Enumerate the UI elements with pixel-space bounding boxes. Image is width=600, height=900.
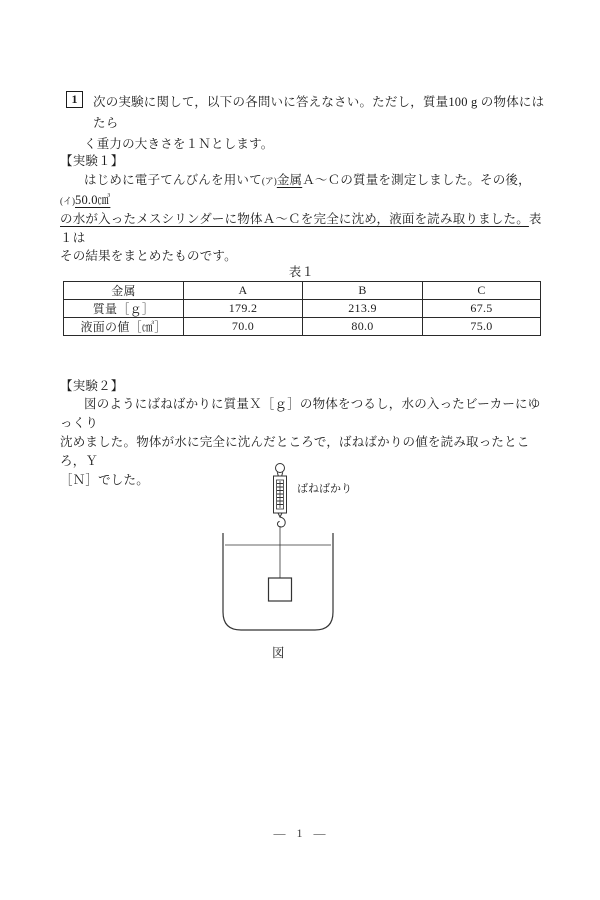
marker-i: (イ) <box>60 195 75 206</box>
table1-mass-row <box>64 300 541 318</box>
table1-header-c: C <box>423 282 541 300</box>
experiment1-heading: 【実験１】 <box>60 154 124 168</box>
table1-level-row <box>64 318 541 336</box>
intro-line-1: 次の実験に関して，以下の各問いに答えなさい。ただし，質量100 g の物体にはたら <box>93 95 545 130</box>
table1-mass-b: 213.9 <box>303 300 423 318</box>
experiment-figure <box>150 455 450 670</box>
experiment2-line-2: 沈めました。物体が水に完全に沈んだところで，ばねばかりの値を読み取ったところ，Ｙ <box>60 435 530 468</box>
experiment2-line-1 <box>60 395 544 433</box>
exp1-text-1: はじめに電子てんびんを用いて <box>84 173 262 187</box>
exp1-underlined-2: 50.0㎤ <box>75 192 111 207</box>
problem-number: 1 <box>71 92 78 106</box>
problem-number-box <box>66 91 83 108</box>
table1 <box>63 281 541 336</box>
table1-level-c: 75.0 <box>423 318 541 336</box>
problem-intro <box>84 92 546 155</box>
spring-scale-tick-marks <box>277 484 283 505</box>
table1-header-a: A <box>184 282 303 300</box>
table1-level-a: 70.0 <box>184 318 303 336</box>
table1-mass-label: 質量［ｇ］ <box>64 300 184 318</box>
spring-scale-ring-icon <box>276 464 285 473</box>
table1-level-b: 80.0 <box>303 318 423 336</box>
table1-header-row <box>64 282 541 300</box>
page-number: — 1 — <box>273 826 327 840</box>
experiment1-paragraph <box>60 171 544 266</box>
spring-scale-hook-icon <box>277 517 285 527</box>
beaker <box>223 533 333 630</box>
intro-line-2: く重力の大きさを１Ｎとします。 <box>84 137 274 151</box>
table1-caption: 表１ <box>288 265 315 279</box>
spring-scale-label: ばねばかり <box>297 483 352 495</box>
table1-level-label: 液面の値［㎤］ <box>64 318 184 336</box>
experiment2-line-3: ［Ｎ］でした。 <box>60 473 149 487</box>
submerged-object <box>269 578 292 601</box>
exp1-text-2: Ａ～Ｃの質量を測定しました。その後， <box>302 173 531 187</box>
exp1-underlined-3: の水が入ったメスシリンダーに物体Ａ～Ｃを完全に沈め，液面を読み取りました。 <box>60 212 529 226</box>
marker-a: (ア) <box>261 176 277 186</box>
experiment1-line-1 <box>60 171 544 210</box>
experiment2-heading: 【実験２】 <box>60 379 124 393</box>
experiment1-line-2 <box>60 210 544 247</box>
table1-header-metal: 金属 <box>64 282 184 300</box>
exp1-underlined-1: 金属 <box>276 173 303 187</box>
table1-mass-c: 67.5 <box>423 300 541 318</box>
experiment1-line-3: その結果をまとめたものです。 <box>60 249 237 263</box>
exp2-text-1: 図のようにばねばかりに質量Ｘ［ｇ］の物体をつるし，水の入ったビーカーにゆっくり <box>60 397 541 430</box>
figure-caption: 図 <box>272 646 285 660</box>
spring-scale-stem <box>278 513 282 517</box>
table1-mass-a: 179.2 <box>184 300 303 318</box>
table1-header-b: B <box>303 282 423 300</box>
exp1-text-3: 表１は <box>60 212 542 245</box>
